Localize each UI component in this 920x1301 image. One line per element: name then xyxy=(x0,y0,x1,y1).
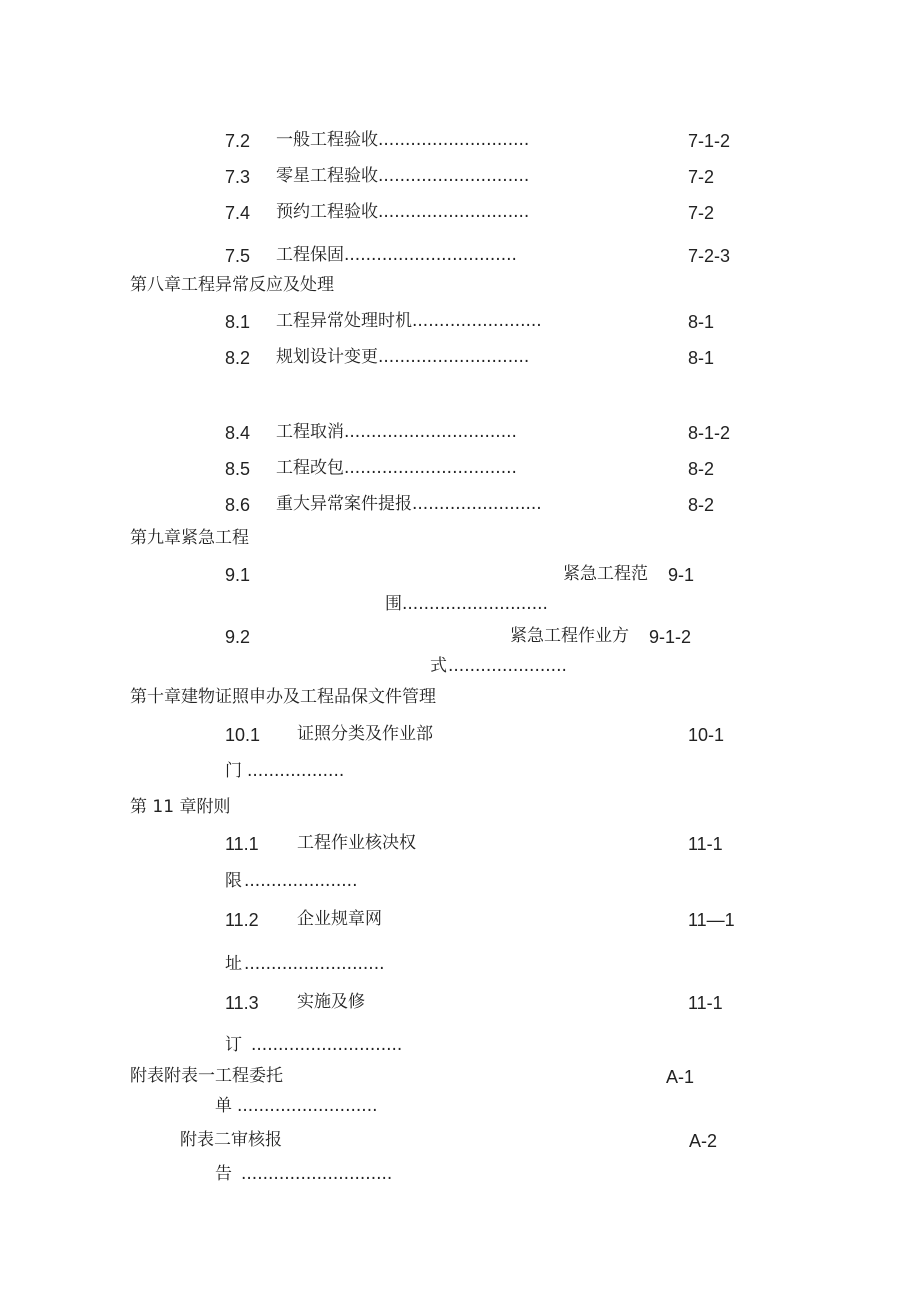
section-title: 紧急工程作业方 xyxy=(510,626,629,646)
leader-dots: ........................ xyxy=(412,311,542,331)
leader-dots: ............................ xyxy=(378,130,530,150)
section-number: 11.1 xyxy=(225,834,259,854)
page-number: 7-2 xyxy=(688,203,715,223)
leader-dots: ............................ xyxy=(378,347,530,367)
page-number: 7-1-2 xyxy=(688,131,731,151)
leader-dots: ............................ xyxy=(241,1164,393,1184)
appendix-title: 附表附表一工程委托 xyxy=(130,1066,283,1086)
section-number: 8.5 xyxy=(225,459,251,479)
leader-dots: ................................ xyxy=(344,458,517,478)
leader-dots: ............................ xyxy=(251,1035,403,1055)
section-number: 8.2 xyxy=(225,348,251,368)
leader-dots: ........................ xyxy=(412,494,542,514)
leader-dots: ............................ xyxy=(378,202,530,222)
section-number: 7.3 xyxy=(225,167,251,187)
chapter-heading: 第九章紧急工程 xyxy=(130,528,249,548)
chapter-heading: 第十章建物证照申办及工程品保文件管理 xyxy=(130,687,436,707)
section-number: 11.3 xyxy=(225,993,259,1013)
page-number: 8-1-2 xyxy=(688,423,731,443)
section-number: 7.5 xyxy=(225,246,251,266)
leader-dots: ............................ xyxy=(378,166,530,186)
section-title: 预约工程验收 xyxy=(276,202,378,222)
section-title-continuation: 围 xyxy=(385,594,402,614)
page-number: 8-1 xyxy=(688,348,715,368)
leader-dots: .......................... xyxy=(237,1096,378,1116)
section-title-continuation: 址 xyxy=(225,954,242,974)
section-title: 重大异常案件提报 xyxy=(276,494,412,514)
page-number: 11—1 xyxy=(688,910,735,930)
section-title: 紧急工程范 xyxy=(563,564,648,584)
section-title: 一般工程验收 xyxy=(276,130,378,150)
page-number: 7-2 xyxy=(688,167,715,187)
page-number: A-1 xyxy=(666,1067,695,1087)
section-number: 11.2 xyxy=(225,910,259,930)
section-title-continuation: 门 xyxy=(225,761,242,781)
page-number: 9-1 xyxy=(668,565,695,585)
page-number: A-2 xyxy=(689,1131,718,1151)
appendix-title: 附表二审核报 xyxy=(180,1130,282,1150)
section-number: 8.1 xyxy=(225,312,251,332)
leader-dots: .......................... xyxy=(244,954,385,974)
page-number: 8-2 xyxy=(688,495,715,515)
chapter-heading: 第八章工程异常反应及处理 xyxy=(130,275,334,295)
appendix-title-continuation: 告 xyxy=(215,1164,232,1184)
section-number: 8.6 xyxy=(225,495,251,515)
leader-dots: ..................... xyxy=(244,871,358,891)
leader-dots: ................................ xyxy=(344,422,517,442)
leader-dots: ................................ xyxy=(344,245,517,265)
page-number: 11-1 xyxy=(688,834,723,854)
section-number: 7.4 xyxy=(225,203,251,223)
section-title-continuation: 限 xyxy=(225,871,242,891)
section-number: 10.1 xyxy=(225,725,261,745)
chapter-heading: 第 11 章附则 xyxy=(130,797,231,817)
leader-dots: ...................... xyxy=(448,656,567,676)
section-title: 工程保固 xyxy=(276,245,344,265)
section-number: 9.1 xyxy=(225,565,251,585)
leader-dots: ........................... xyxy=(402,594,548,614)
section-number: 9.2 xyxy=(225,627,251,647)
page-number: 9-1-2 xyxy=(649,627,692,647)
section-title: 工程取消 xyxy=(276,422,344,442)
section-title: 规划设计变更 xyxy=(276,347,378,367)
page-number: 11-1 xyxy=(688,993,723,1013)
section-title: 零星工程验收 xyxy=(276,166,378,186)
section-title: 工程作业核决权 xyxy=(297,833,416,853)
page-number: 8-2 xyxy=(688,459,715,479)
page-number: 8-1 xyxy=(688,312,715,332)
section-title-continuation: 订 xyxy=(225,1035,242,1055)
section-title: 工程异常处理时机 xyxy=(276,311,412,331)
appendix-title-continuation: 单 xyxy=(215,1096,232,1116)
section-title: 企业规章网 xyxy=(297,909,382,929)
section-title: 证照分类及作业部 xyxy=(297,724,433,744)
page-number: 7-2-3 xyxy=(688,246,731,266)
leader-dots: .................. xyxy=(247,761,345,781)
section-title: 工程改包 xyxy=(276,458,344,478)
section-title-continuation: 式 xyxy=(430,656,447,676)
page-number: 10-1 xyxy=(688,725,725,745)
section-number: 7.2 xyxy=(225,131,251,151)
section-title: 实施及修 xyxy=(297,992,365,1012)
section-number: 8.4 xyxy=(225,423,251,443)
